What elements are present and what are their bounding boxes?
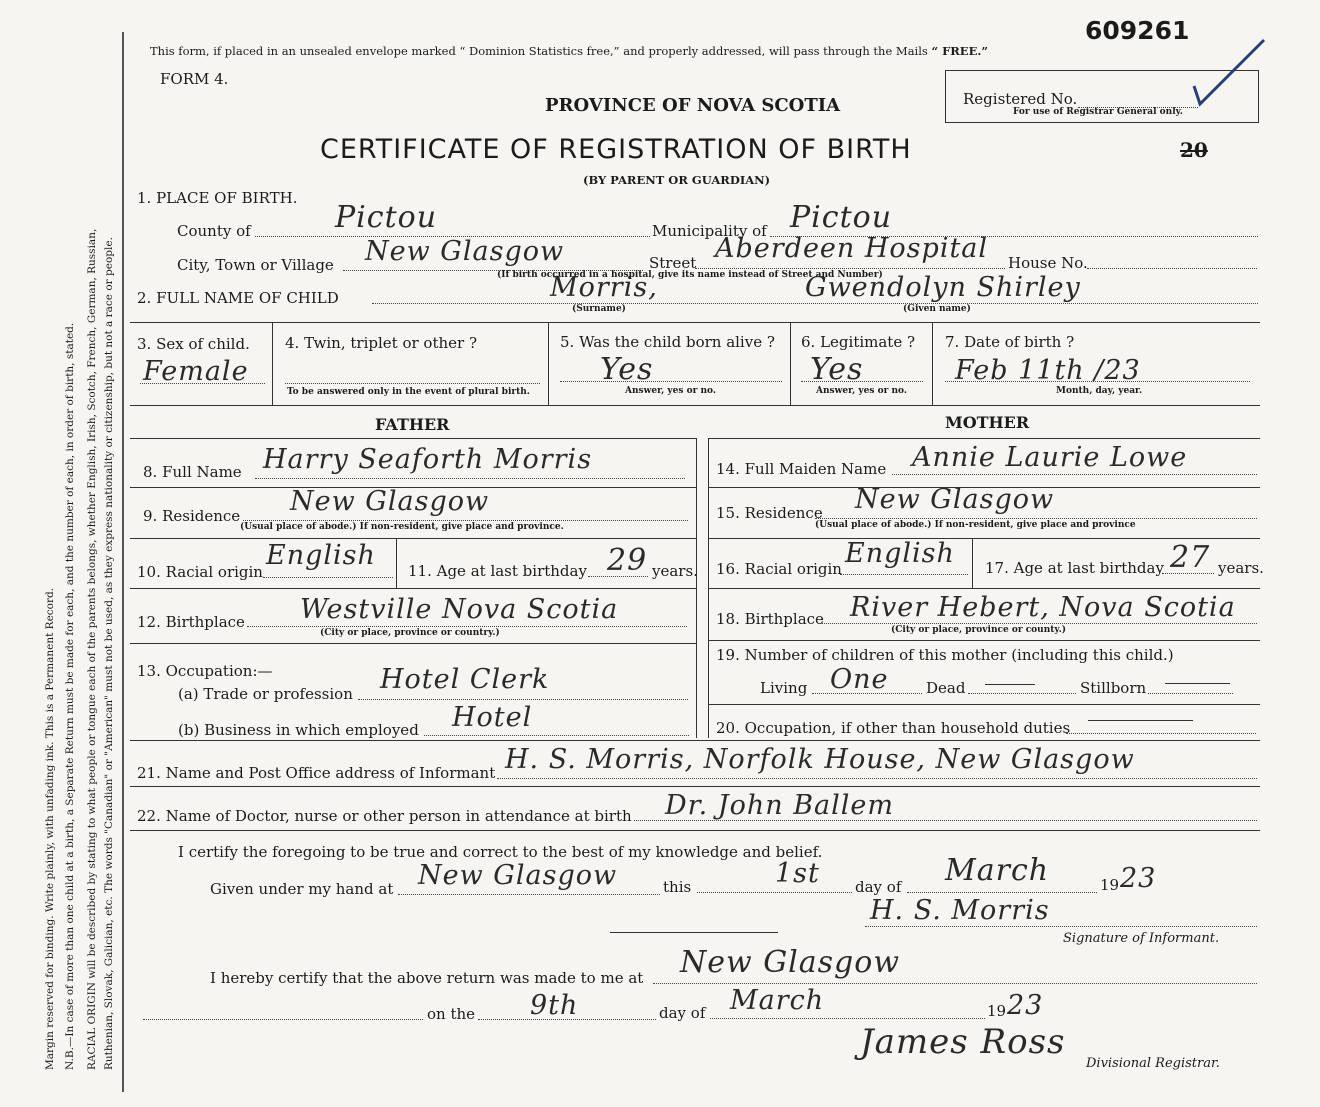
mother-children-label: 19. Number of children of this mother (including this child.) — [716, 646, 1174, 664]
child-given-name: Gwendolyn Shirley — [805, 272, 1081, 303]
father-trade-value: Hotel Clerk — [380, 664, 550, 695]
twin-label: 4. Twin, triplet or other ? — [285, 334, 477, 352]
father-age-value: 29 — [607, 543, 648, 578]
margin-note-binding: Margin reserved for binding. Write plainly, with unfading ink. This is a Permanent Record. — [44, 587, 56, 1070]
registered-label: Registered No. — [963, 90, 1078, 108]
father-birthplace-note: (City or place, province or country.) — [320, 628, 500, 638]
mother-birthplace-label: 18. Birthplace — [716, 610, 824, 628]
legitimate-note: Answer, yes or no. — [816, 386, 907, 396]
registrar-place: New Glasgow — [680, 945, 901, 980]
mother-birthplace-value: River Hebert, Nova Scotia — [850, 592, 1236, 623]
county-label: County of — [177, 222, 251, 240]
father-racial-value: English — [266, 540, 376, 571]
dob-note: Month, day, year. — [1056, 386, 1143, 396]
living-label: Living — [760, 679, 808, 697]
margin-note-racial-origin-cont: Ruthenian, Slovak, Galician, etc. The words "Canadian" or "American" must not be used, as they express nationality or citizenship, but not a race or people. — [103, 237, 115, 1070]
form-number: FORM 4. — [160, 70, 229, 88]
checkmark-icon — [1190, 36, 1270, 111]
certify-year-suffix: 23 — [1120, 863, 1157, 894]
registrar-day: 9th — [530, 990, 579, 1021]
mail-note: This form, if placed in an unsealed envelope marked “ Dominion Statistics free,” and properly addressed, will pass through the Mails “ FREE.” — [150, 44, 988, 58]
registrar-month: March — [730, 985, 825, 1016]
sex-label: 3. Sex of child. — [137, 335, 250, 353]
mother-residence-note: (Usual place of abode.) If non-resident, give place and province — [815, 520, 1136, 530]
municipality-label: Municipality of — [652, 222, 767, 240]
place-of-birth-label: 1. PLACE OF BIRTH. — [137, 189, 298, 207]
binding-margin-line — [122, 32, 124, 1092]
county-value: Pictou — [335, 200, 438, 235]
father-years-label: years. — [652, 562, 698, 580]
informant-signature-label: Signature of Informant. — [1063, 931, 1220, 946]
father-racial-label: 10. Racial origin — [137, 563, 263, 581]
child-surname: Morris, — [550, 272, 658, 303]
dead-label: Dead — [926, 679, 966, 697]
father-age-label: 11. Age at last birthday — [408, 562, 587, 580]
registrar-year-prefix: 19 — [987, 1002, 1007, 1020]
mother-occupation-dash — [1088, 720, 1193, 721]
father-occupation-label: 13. Occupation:— — [137, 662, 273, 680]
father-birthplace-value: Westville Nova Scotia — [300, 594, 619, 625]
child-name-label: 2. FULL NAME OF CHILD — [137, 289, 339, 307]
certify-year-prefix: 19 — [1100, 876, 1120, 894]
street-value: Aberdeen Hospital — [715, 233, 989, 264]
certify-month: March — [945, 853, 1050, 888]
certify-place: New Glasgow — [418, 860, 618, 891]
certify-text: I certify the foregoing to be true and correct to the best of my knowledge and belief. — [178, 843, 823, 861]
mother-age-label: 17. Age at last birthday — [985, 559, 1164, 577]
registrar-signature: James Ross — [860, 1022, 1066, 1062]
struck-number: 20 — [1180, 138, 1208, 162]
city-value: New Glasgow — [365, 236, 565, 267]
legitimate-value: Yes — [810, 352, 864, 387]
mother-name-value: Annie Laurie Lowe — [912, 442, 1188, 473]
hospital-note: (If birth occurred in a hospital, give its name instead of Street and Number) — [497, 270, 883, 280]
certify-day: 1st — [775, 858, 820, 889]
given-name-note: (Given name) — [903, 304, 971, 314]
stillborn-label: Stillborn — [1080, 679, 1147, 697]
father-birthplace-label: 12. Birthplace — [137, 613, 245, 631]
on-the-label: on the — [427, 1005, 476, 1023]
certificate-subtitle: (BY PARENT OR GUARDIAN) — [583, 173, 771, 187]
mother-racial-label: 16. Racial origin — [716, 560, 842, 578]
born-alive-label: 5. Was the child born alive ? — [560, 333, 775, 351]
twin-note: To be answered only in the event of plural birth. — [287, 387, 530, 397]
registrar-text: I hereby certify that the above return was made to me at — [210, 969, 644, 987]
registrar-signature-label: Divisional Registrar. — [1086, 1056, 1220, 1071]
municipality-value: Pictou — [790, 200, 893, 235]
father-residence-label: 9. Residence — [143, 507, 241, 525]
father-name-label: 8. Full Name — [143, 463, 242, 481]
father-name-value: Harry Seaforth Morris — [263, 444, 593, 475]
born-alive-value: Yes — [600, 352, 654, 387]
surname-note: (Surname) — [572, 304, 626, 314]
father-residence-value: New Glasgow — [290, 486, 490, 517]
dead-dash — [985, 684, 1035, 685]
margin-note-multiple-births: N.B.—In case of more than one child at a birth, a Separate Return must be made for each, and the number of each, in order of birth, stated. — [64, 322, 76, 1070]
dob-label: 7. Date of birth ? — [945, 333, 1075, 351]
registrar-year-suffix: 23 — [1007, 990, 1044, 1021]
father-heading: FATHER — [375, 415, 450, 434]
mother-age-value: 27 — [1170, 540, 1211, 575]
father-residence-note: (Usual place of abode.) If non-resident, give place and province. — [240, 522, 564, 532]
informant-value: H. S. Morris, Norfolk House, New Glasgow — [505, 744, 1135, 775]
certificate-title: CERTIFICATE OF REGISTRATION OF BIRTH — [320, 134, 912, 165]
margin-notes — [30, 30, 120, 1090]
margin-note-racial-origin: RACIAL ORIGIN will be described by stating to what people or tongue each of the parents belongs, whether English, Irish, Scotch, French, German, Russian, — [86, 228, 98, 1070]
this-label: this — [663, 878, 692, 896]
informant-label: 21. Name and Post Office address of Informant — [137, 764, 496, 782]
mother-racial-value: English — [845, 538, 955, 569]
serial-number: 609261 — [1085, 16, 1190, 45]
living-value: One — [830, 664, 889, 695]
street-label: Street — [649, 254, 697, 272]
mother-years-label: years. — [1218, 559, 1264, 577]
signature-rule — [610, 932, 778, 933]
mother-heading: MOTHER — [945, 413, 1030, 432]
certify-dayof-label: day of — [855, 878, 902, 896]
registrar-dayof-label: day of — [659, 1004, 706, 1022]
mother-birthplace-note: (City or place, province or county.) — [891, 625, 1067, 635]
father-trade-label: (a) Trade or profession — [178, 685, 353, 703]
doctor-label: 22. Name of Doctor, nurse or other person in attendance at birth — [137, 807, 632, 825]
province-heading: PROVINCE OF NOVA SCOTIA — [545, 95, 841, 116]
stillborn-dash — [1165, 683, 1230, 684]
father-business-label: (b) Business in which employed — [178, 721, 419, 739]
doctor-value: Dr. John Ballem — [665, 790, 894, 821]
mother-name-label: 14. Full Maiden Name — [716, 460, 887, 478]
dob-value: Feb 11th /23 — [955, 355, 1141, 386]
registered-note: For use of Registrar General only. — [1013, 107, 1183, 117]
given-under-label: Given under my hand at — [210, 880, 394, 898]
mother-residence-label: 15. Residence — [716, 504, 823, 522]
father-business-value: Hotel — [452, 702, 533, 733]
mother-residence-value: New Glasgow — [855, 484, 1055, 515]
born-alive-note: Answer, yes or no. — [625, 386, 716, 396]
mother-occupation-label: 20. Occupation, if other than household duties — [716, 719, 1071, 737]
city-label: City, Town or Village — [177, 256, 334, 274]
legitimate-label: 6. Legitimate ? — [801, 333, 916, 351]
house-number-label: House No. — [1008, 254, 1088, 272]
sex-value: Female — [143, 356, 249, 387]
informant-signature: H. S. Morris — [870, 895, 1050, 926]
